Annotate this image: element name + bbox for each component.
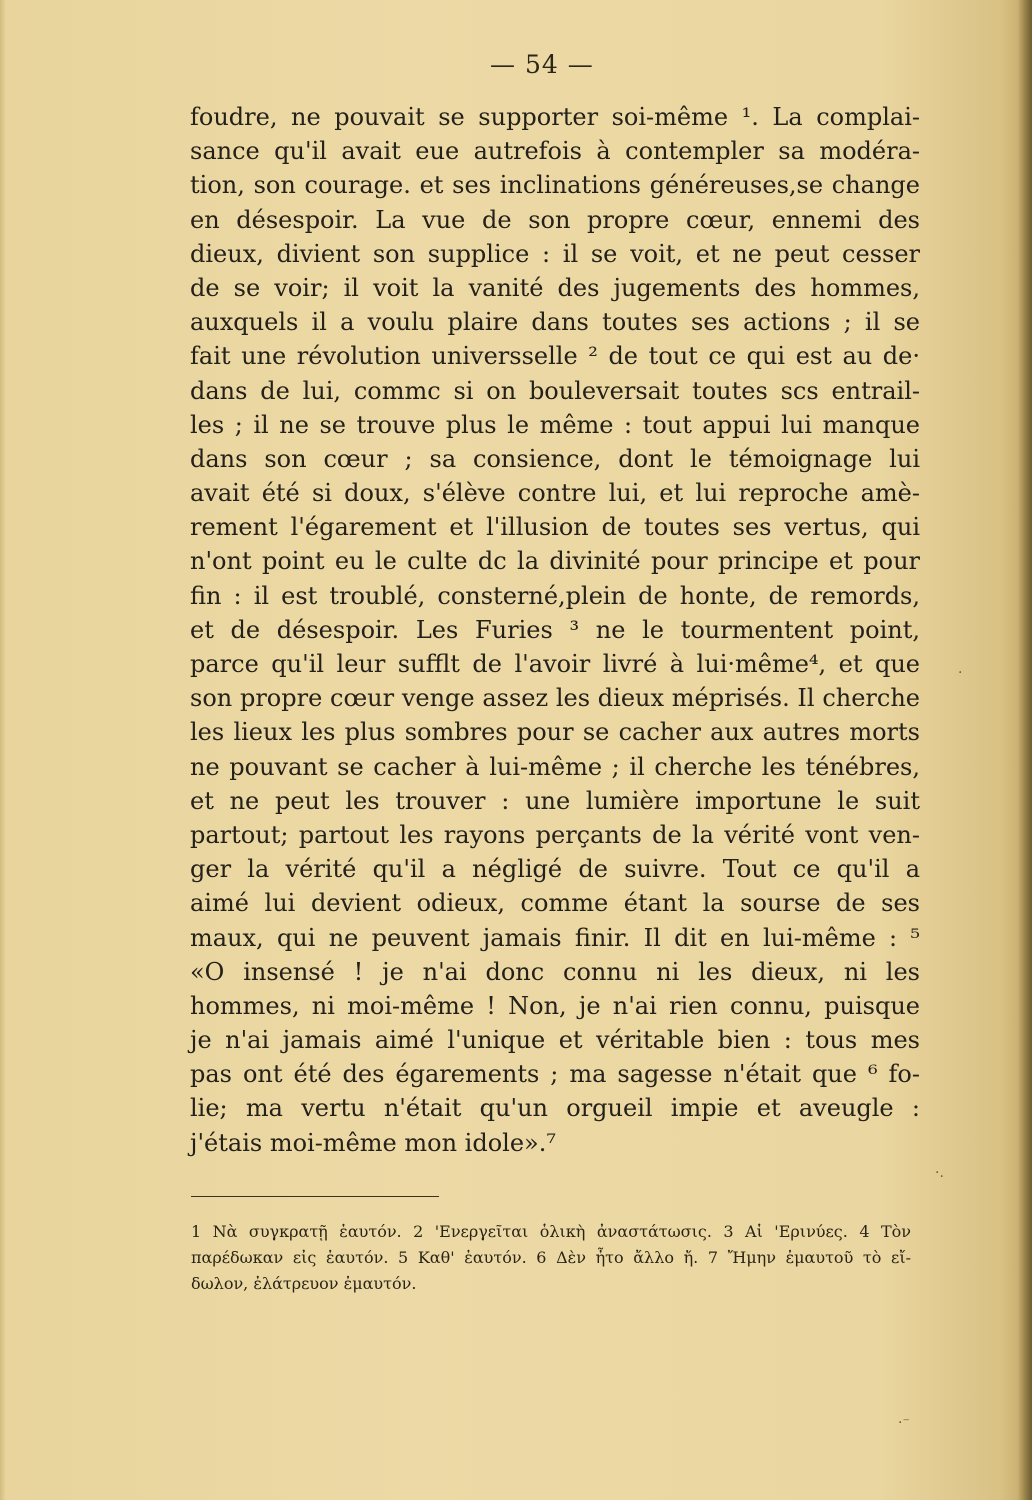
text-line: rement l'égarement et l'illusion de toutes ses vertus, qui — [190, 513, 920, 542]
text-line: en désespoir. La vue de son propre cœur, ennemi des — [190, 205, 920, 234]
text-line: partout; partout les rayons perçants de la vérité vont ven- — [190, 820, 920, 849]
text-line: «O insensé ! je n'ai donc connu ni les dieux, ni les — [190, 957, 920, 986]
text-line: maux, qui ne peuvent jamais finir. Il dit en lui-même : ⁵ — [190, 923, 920, 952]
footnote-line: 1 Νὰ συγκρατῇ ἑαυτόν. 2 'Ενεργεῖται ὁλικὴ ἀναστάτωσις. 3 Αἱ 'Ερινύες. 4 Τὸν — [191, 1222, 911, 1241]
footnotes — [191, 1219, 911, 1297]
paper-speck: · — [958, 665, 963, 681]
footnote-divider — [191, 1196, 439, 1197]
text-line: dans son cœur ; sa consience, dont le témoignage lui — [190, 444, 920, 473]
text-line: et ne peut les trouver : une lumière importune le suit — [190, 786, 920, 815]
text-line: dans de lui, commc si on bouleversait toutes scs entrail- — [190, 376, 920, 405]
text-line: avait été si doux, s'élève contre lui, et lui reproche amè- — [190, 479, 920, 508]
main-text — [190, 100, 920, 1160]
text-line: fait une révolution universselle ² de tout ce qui est au de· — [190, 342, 920, 371]
text-line: tion, son courage. et ses inclinations généreuses,se change — [190, 171, 920, 200]
footnote-line: δωλον, ἐλάτρευον ἐμαυτόν. — [191, 1274, 417, 1293]
text-line: sance qu'il avait eue autrefois à contempler sa modéra- — [190, 137, 920, 166]
text-line: n'ont point eu le culte dc la divinité pour principe et pour — [190, 547, 920, 576]
text-line: j'étais moi-même mon idole».⁷ — [190, 1128, 556, 1157]
text-line: pas ont été des égarements ; ma sagesse n'était que ⁶ fo- — [190, 1060, 920, 1089]
text-line: lie; ma vertu n'était qu'un orgueil impie et aveugle : — [190, 1094, 920, 1123]
paper-speck: ·⁻ — [898, 1415, 910, 1431]
text-line: son propre cœur venge assez les dieux méprisés. Il cherche — [190, 684, 920, 713]
paper-speck: ·. — [935, 1165, 944, 1181]
text-line: foudre, ne pouvait se supporter soi-même ¹. La complai- — [190, 103, 920, 131]
footnote-line: παρέδωκαν εἰς ἑαυτόν. 5 Καθ' ἑαυτόν. 6 Δὲν ἦτο ἄλλο ἤ. 7 Ἤμην ἐμαυτοῦ τὸ εἴ- — [191, 1248, 911, 1267]
text-line: hommes, ni moi-même ! Non, je n'ai rien connu, puisque — [190, 991, 920, 1020]
text-line: je n'ai jamais aimé l'unique et véritable bien : tous mes — [190, 1026, 920, 1055]
left-page-edge — [0, 0, 6, 1500]
text-line: auxquels il a voulu plaire dans toutes ses actions ; il se — [190, 308, 920, 337]
text-line: de se voir; il voit la vanité des jugements des hommes, — [190, 273, 920, 302]
text-line: parce qu'il leur sufflt de l'avoir livré à lui·même⁴, et que — [190, 650, 920, 678]
page-number: — 54 — — [490, 50, 594, 79]
text-line: ger la vérité qu'il a négligé de suivre. Tout ce qu'il a — [190, 855, 920, 884]
right-page-edge — [1018, 0, 1032, 1500]
text-line: ne pouvant se cacher à lui-même ; il cherche les ténébres, — [190, 752, 920, 781]
text-line: dieux, divient son supplice : il se voit, et ne peut cesser — [190, 239, 920, 268]
text-line: fin : il est troublé, consterné,plein de honte, de remords, — [190, 581, 920, 610]
text-line: aimé lui devient odieux, comme étant la sourse de ses — [190, 889, 920, 918]
text-line: et de désespoir. Les Furies ³ ne le tourmentent point, — [190, 615, 920, 644]
text-line: les ; il ne se trouve plus le même : tout appui lui manque — [190, 410, 920, 439]
text-line: les lieux les plus sombres pour se cacher aux autres morts — [190, 718, 920, 747]
